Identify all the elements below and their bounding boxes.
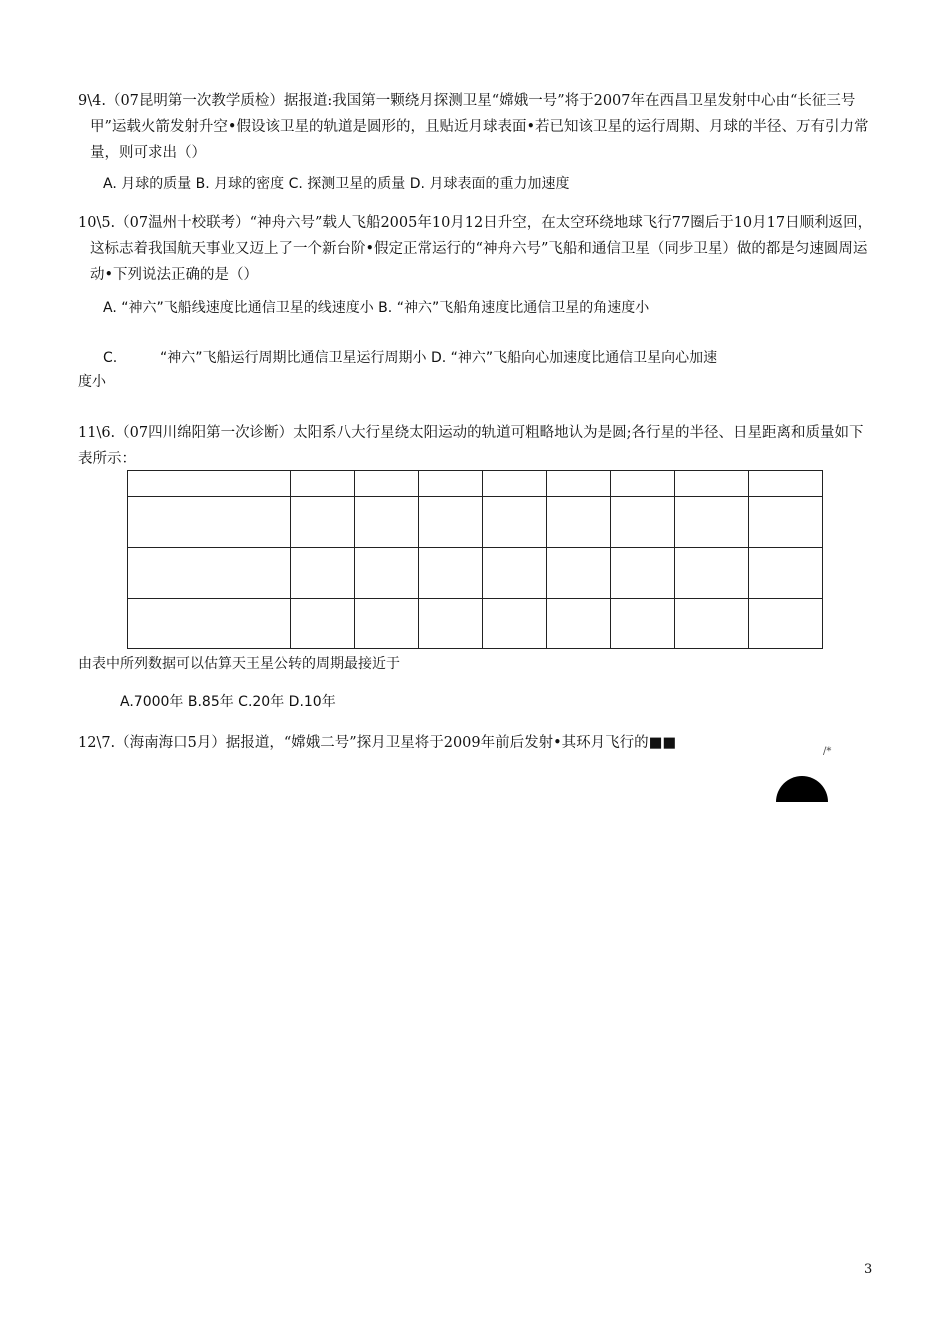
q9-stem: 9\4.（07昆明第一次教学质检）据报道:我国第一颗绕月探测卫星“嫦娥一号”将于2007年在西昌卫星发射中心由“长征三号甲”运载火箭发射升空•假设该卫星的轨道是圆形的，且贴近月球表面•若已知该卫星的运行周期、月球的半径、万有引力常量，则可求出（） (78, 93, 869, 161)
table-cell (547, 497, 611, 548)
table-cell (547, 471, 611, 497)
table-cell (128, 599, 291, 649)
q12-stem: 12\7.（海南海口5月）据报道，“嫦娥二号”探月卫星将于2009年前后发射•其环月飞行的■■ (78, 735, 677, 751)
table-cell (611, 548, 675, 599)
table-cell (675, 548, 749, 599)
table-cell (483, 548, 547, 599)
table-cell (128, 497, 291, 548)
q11-stem: 11\6.（07四川绵阳第一次诊断）太阳系八大行星绕太阳运动的轨道可粗略地认为是圆;各行星的半径、日星距离和质量如下表所示： (78, 425, 864, 467)
table-cell (611, 471, 675, 497)
table-cell (419, 497, 483, 548)
table-cell (547, 599, 611, 649)
table-cell (611, 599, 675, 649)
table-cell (128, 471, 291, 497)
table-cell (291, 599, 355, 649)
planet-data-table (127, 470, 823, 649)
table-row (128, 548, 823, 599)
table-cell (749, 548, 823, 599)
table-cell (128, 548, 291, 599)
page-number: 3 (864, 1262, 873, 1277)
q10-stem: 10\5.（07温州十校联考）“神舟六号”载人飞船2005年10月12日升空，在太空环绕地球飞行77圈后于10月17日顺利返回，这标志着我国航天事业又迈上了一个新台阶•假定正常运行的“神舟六号”飞船和通信卫星（同步卫星）做的都是匀速圆周运动•下列说法正确的是（） (78, 215, 873, 283)
table-cell (675, 497, 749, 548)
table-cell (355, 471, 419, 497)
table-cell (749, 599, 823, 649)
table-cell (547, 548, 611, 599)
table-cell (291, 497, 355, 548)
q11-followup: 由表中所列数据可以估算天王星公转的周期最接近于 (78, 656, 400, 672)
table-cell (749, 497, 823, 548)
table-row (128, 471, 823, 497)
table-row (128, 599, 823, 649)
q11-options: A.7000年 B.85年 C.20年 D.10年 (120, 694, 336, 710)
table-cell (291, 471, 355, 497)
q10-option-c-label: C. (103, 350, 118, 366)
semicircle-figure (776, 776, 828, 802)
q10-option-ab: A. “神六”飞船线速度比通信卫星的线速度小 B. “神六”飞船角速度比通信卫星的角速度小 (103, 300, 650, 316)
table-row (128, 497, 823, 548)
margin-mark: /* (823, 746, 832, 757)
table-cell (355, 599, 419, 649)
table-cell (419, 548, 483, 599)
table-cell (355, 497, 419, 548)
q10-option-cd-wrap: 度小 (78, 374, 106, 390)
q9-options: A. 月球的质量 B. 月球的密度 C. 探测卫星的质量 D. 月球表面的重力加速度 (103, 176, 570, 192)
table-cell (483, 497, 547, 548)
table-cell (419, 471, 483, 497)
table-cell (291, 548, 355, 599)
table-cell (355, 548, 419, 599)
table-cell (419, 599, 483, 649)
table-cell (749, 471, 823, 497)
table-cell (675, 599, 749, 649)
table-cell (483, 471, 547, 497)
q10-option-cd: “神六”飞船运行周期比通信卫星运行周期小 D. “神六”飞船向心加速度比通信卫星向心加速 (160, 350, 718, 366)
table-cell (675, 471, 749, 497)
table-cell (611, 497, 675, 548)
table-cell (483, 599, 547, 649)
